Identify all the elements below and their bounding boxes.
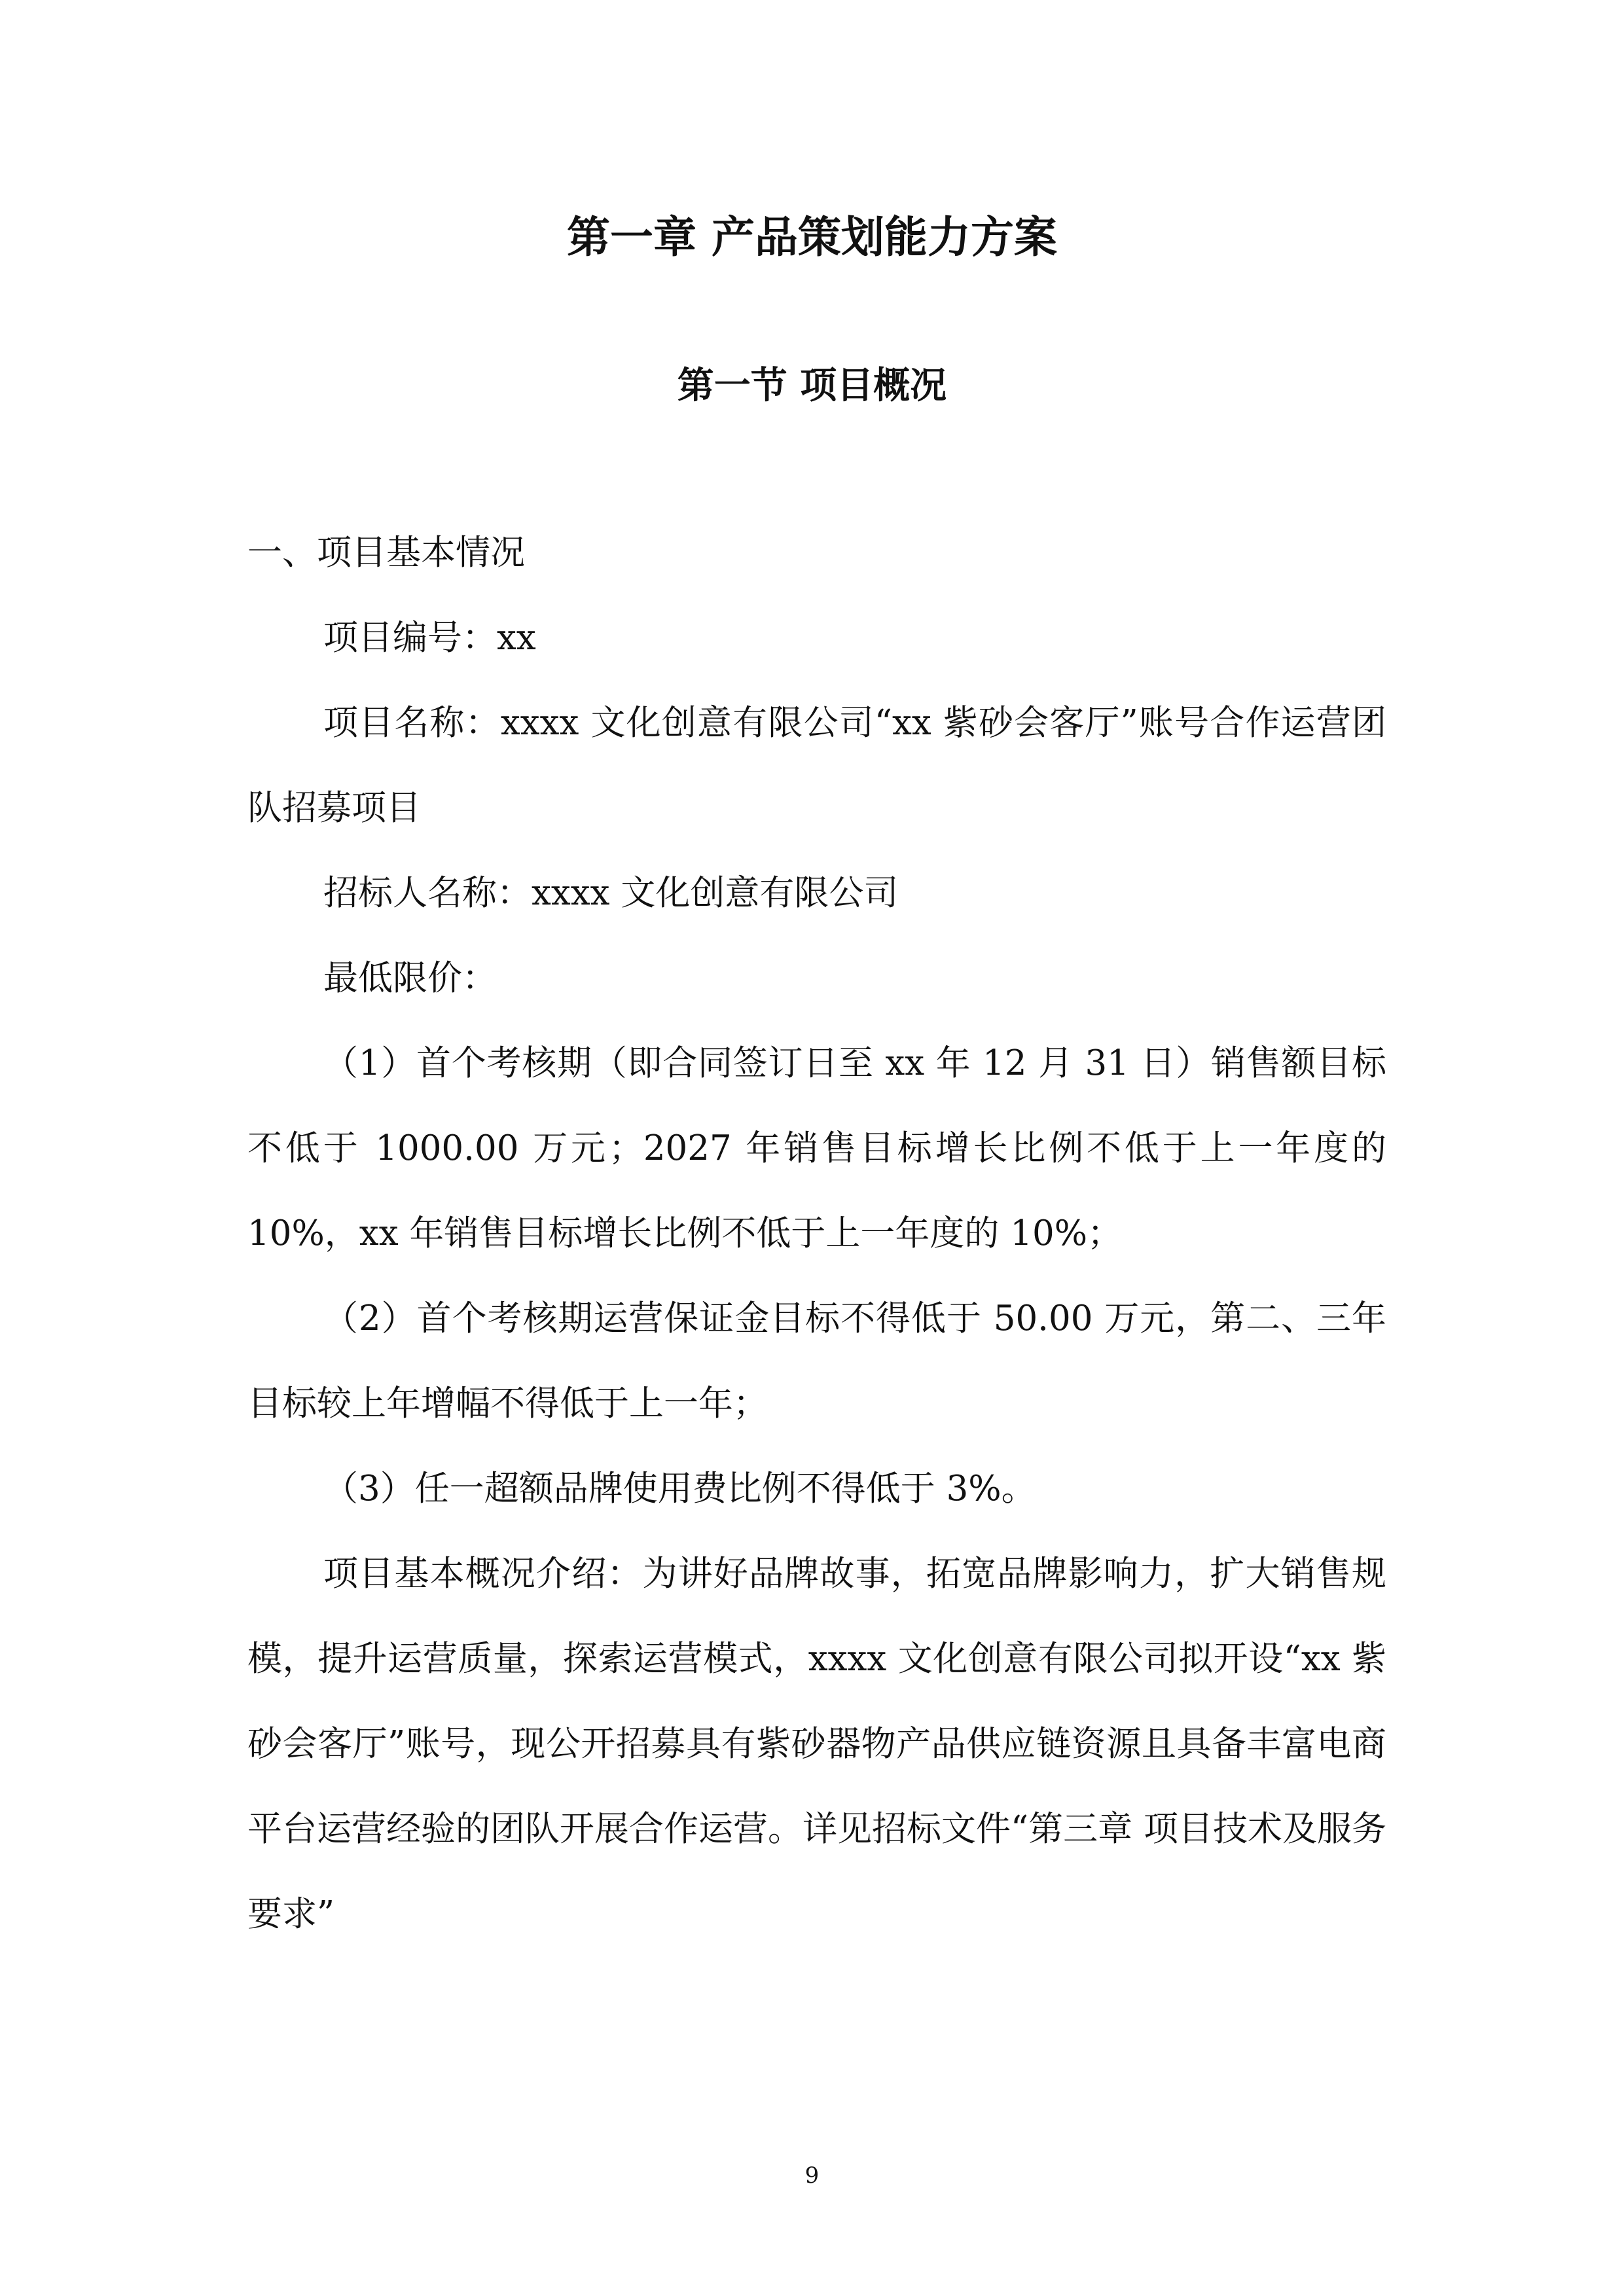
project-overview: 项目基本概况介绍：为讲好品牌故事，拓宽品牌影响力，扩大销售规模，提升运营质量，探索运营模式，xxxx 文化创意有限公司拟开设“xx 紫砂会客厅”账号，现公开招募具有紫砂器物产品供应链资源且具备丰富电商平台运营经验的团队开展合作运营。详见招标文件“第三章 项目技术及服务要求” [247,1554,1386,1934]
minimum-price-item-2: （2）首个考核期运营保证金目标不得低于 50.00 万元，第二、三年目标较上年增幅不得低于上一年； [247,1299,1386,1424]
project-name: 项目名称：xxxx 文化创意有限公司“xx 紫砂会客厅”账号合作运营团队招募项目 [247,703,1386,828]
chapter-title: 第一章 产品策划能力方案 [567,212,1057,262]
page-number: 9 [804,2162,820,2189]
document-body [247,511,1386,1957]
minimum-price-item-1: （1）首个考核期（即合同签订日至 xx 年 12 月 31 日）销售额目标不低于 1000.00 万元；2027 年销售目标增长比例不低于上一年度的 10%，xx 年销售目标增长比例不低于上一年度的 10%； [247,1043,1386,1253]
section-title: 第一节 项目概况 [677,365,947,407]
heading-project-basics: 一、项目基本情况 [247,533,525,573]
minimum-price-item-3: （3）任一超额品牌使用费比例不得低于 3%。 [323,1469,1036,1509]
project-number: 项目编号：xx [323,618,536,658]
minimum-price-label: 最低限价： [323,958,497,998]
tenderer-name: 招标人名称：xxxx 文化创意有限公司 [323,873,899,913]
